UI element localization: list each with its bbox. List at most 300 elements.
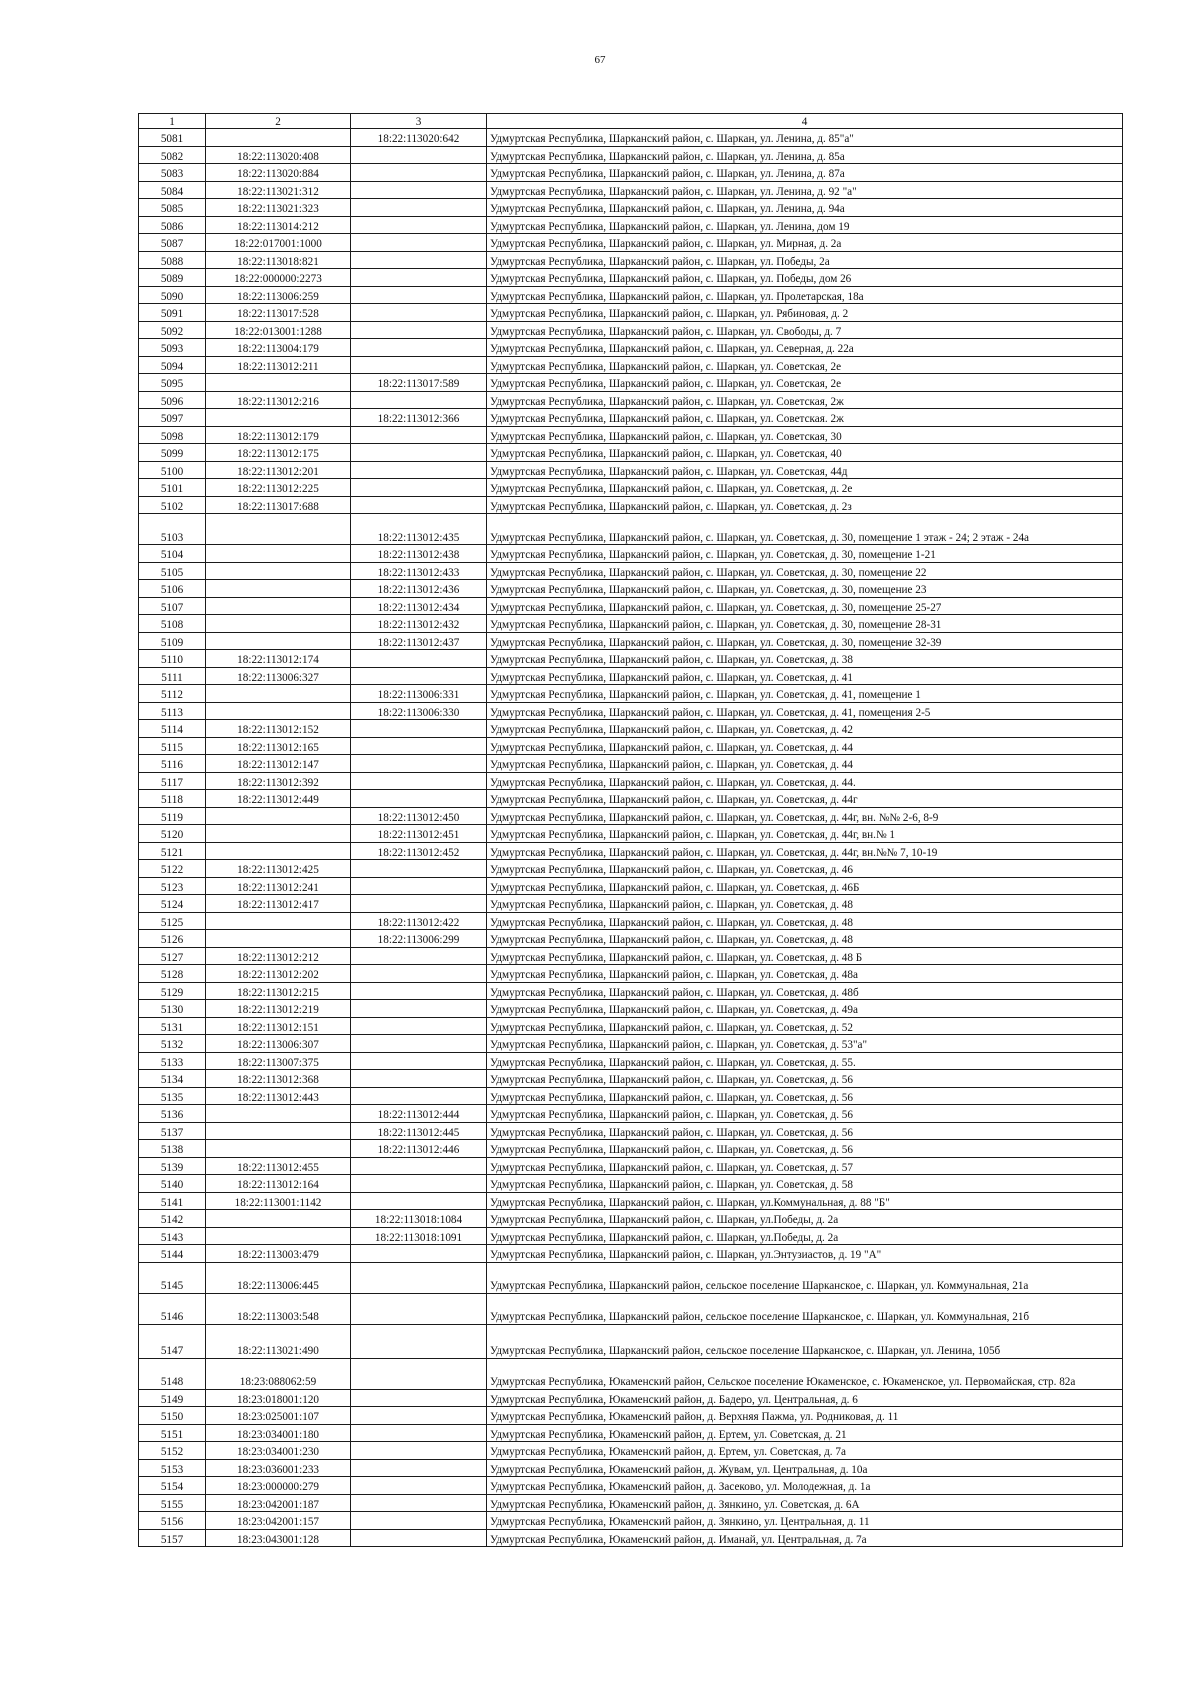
address-cell: Удмуртская Республика, Шарканский район, с. Шаркан, ул. Советская, д. 57 (487, 1157, 1123, 1175)
table-row (139, 720, 1123, 738)
table-row (139, 1358, 1123, 1389)
row-number-cell: 5126 (139, 930, 206, 948)
row-number-cell: 5090 (139, 286, 206, 304)
premises-cadastral-number-cell (351, 444, 487, 462)
cadastral-number-cell: 18:22:113020:408 (206, 146, 351, 164)
premises-cadastral-number-cell (351, 650, 487, 668)
cadastral-number-cell: 18:22:113012:241 (206, 877, 351, 895)
cadastral-number-cell: 18:22:113012:179 (206, 426, 351, 444)
address-cell: Удмуртская Республика, Юкаменский район, д. Зянкино, ул. Центральная, д. 11 (487, 1512, 1123, 1530)
row-number-cell: 5110 (139, 650, 206, 668)
address-cell: Удмуртская Республика, Шарканский район, с. Шаркан, ул. Советская, 44д (487, 461, 1123, 479)
table-row (139, 426, 1123, 444)
address-cell: Удмуртская Республика, Шарканский район, с. Шаркан, ул. Советская, 2е (487, 374, 1123, 392)
address-cell: Удмуртская Республика, Шарканский район, с. Шаркан, ул. Советская, д. 52 (487, 1017, 1123, 1035)
property-register-table (138, 113, 1123, 1547)
table-row (139, 842, 1123, 860)
address-cell: Удмуртская Республика, Юкаменский район, д. Засеково, ул. Молодежная, д. 1а (487, 1477, 1123, 1495)
column-header-4: 4 (487, 114, 1123, 129)
address-cell: Удмуртская Республика, Шарканский район, с. Шаркан, ул. Советская, д. 48 (487, 912, 1123, 930)
premises-cadastral-number-cell (351, 860, 487, 878)
row-number-cell: 5120 (139, 825, 206, 843)
premises-cadastral-number-cell (351, 755, 487, 773)
row-number-cell: 5156 (139, 1512, 206, 1530)
premises-cadastral-number-cell: 18:22:113018:1084 (351, 1210, 487, 1228)
table-row (139, 129, 1123, 147)
row-number-cell: 5122 (139, 860, 206, 878)
table-row (139, 1157, 1123, 1175)
premises-cadastral-number-cell: 18:22:113012:446 (351, 1140, 487, 1158)
row-number-cell: 5155 (139, 1494, 206, 1512)
premises-cadastral-number-cell (351, 1035, 487, 1053)
premises-cadastral-number-cell (351, 737, 487, 755)
column-header-1: 1 (139, 114, 206, 129)
table-row (139, 514, 1123, 545)
address-cell: Удмуртская Республика, Шарканский район, с. Шаркан, ул. Советская, д. 41, помещения 2-5 (487, 702, 1123, 720)
premises-cadastral-number-cell (351, 1192, 487, 1210)
address-cell: Удмуртская Республика, Шарканский район, с. Шаркан, ул. Советская, д. 44г (487, 790, 1123, 808)
table-row (139, 356, 1123, 374)
premises-cadastral-number-cell (351, 1512, 487, 1530)
row-number-cell: 5133 (139, 1052, 206, 1070)
table-row (139, 1052, 1123, 1070)
cadastral-number-cell: 18:22:113012:165 (206, 737, 351, 755)
premises-cadastral-number-cell: 18:22:113012:434 (351, 597, 487, 615)
table-row (139, 216, 1123, 234)
row-number-cell: 5096 (139, 391, 206, 409)
table-row (139, 860, 1123, 878)
row-number-cell: 5081 (139, 129, 206, 147)
table-row (139, 1227, 1123, 1245)
premises-cadastral-number-cell (351, 286, 487, 304)
premises-cadastral-number-cell: 18:22:113012:422 (351, 912, 487, 930)
row-number-cell: 5123 (139, 877, 206, 895)
premises-cadastral-number-cell (351, 895, 487, 913)
premises-cadastral-number-cell: 18:22:113012:437 (351, 632, 487, 650)
table-row (139, 321, 1123, 339)
cadastral-number-cell: 18:22:113003:479 (206, 1245, 351, 1263)
row-number-cell: 5125 (139, 912, 206, 930)
cadastral-number-cell: 18:22:113004:179 (206, 339, 351, 357)
row-number-cell: 5129 (139, 982, 206, 1000)
cadastral-number-cell: 18:22:113012:212 (206, 947, 351, 965)
address-cell: Удмуртская Республика, Шарканский район, с. Шаркан, ул. Советская, д. 2з (487, 496, 1123, 514)
row-number-cell: 5106 (139, 580, 206, 598)
address-cell: Удмуртская Республика, Шарканский район, с. Шаркан, ул. Северная, д. 22а (487, 339, 1123, 357)
cadastral-number-cell: 18:22:113014:212 (206, 216, 351, 234)
table-row (139, 1324, 1123, 1358)
cadastral-number-cell: 18:22:017001:1000 (206, 234, 351, 252)
address-cell: Удмуртская Республика, Шарканский район, с. Шаркан, ул. Советская, д. 56 (487, 1122, 1123, 1140)
row-number-cell: 5134 (139, 1070, 206, 1088)
table-row (139, 461, 1123, 479)
cadastral-number-cell: 18:22:013001:1288 (206, 321, 351, 339)
cadastral-number-cell (206, 632, 351, 650)
table-body (139, 129, 1123, 1547)
address-cell: Удмуртская Республика, Шарканский район, с. Шаркан, ул. Советская, д. 48 Б (487, 947, 1123, 965)
row-number-cell: 5151 (139, 1424, 206, 1442)
table-row (139, 597, 1123, 615)
cadastral-number-cell: 18:22:113012:443 (206, 1087, 351, 1105)
address-cell: Удмуртская Республика, Шарканский район, с. Шаркан, ул. Советская, д. 56 (487, 1140, 1123, 1158)
row-number-cell: 5084 (139, 181, 206, 199)
premises-cadastral-number-cell (351, 877, 487, 895)
premises-cadastral-number-cell (351, 1262, 487, 1293)
premises-cadastral-number-cell (351, 461, 487, 479)
premises-cadastral-number-cell (351, 720, 487, 738)
cadastral-number-cell: 18:22:113012:455 (206, 1157, 351, 1175)
column-header-3: 3 (351, 114, 487, 129)
premises-cadastral-number-cell: 18:22:113006:299 (351, 930, 487, 948)
premises-cadastral-number-cell (351, 1477, 487, 1495)
row-number-cell: 5082 (139, 146, 206, 164)
premises-cadastral-number-cell (351, 1407, 487, 1425)
row-number-cell: 5107 (139, 597, 206, 615)
cadastral-number-cell: 18:22:113007:375 (206, 1052, 351, 1070)
premises-cadastral-number-cell (351, 1070, 487, 1088)
table-row (139, 930, 1123, 948)
row-number-cell: 5152 (139, 1442, 206, 1460)
table-header-row (139, 114, 1123, 129)
address-cell: Удмуртская Республика, Юкаменский район, д. Иманай, ул. Центральная, д. 7а (487, 1529, 1123, 1547)
table-row (139, 772, 1123, 790)
cadastral-number-cell: 18:23:042001:187 (206, 1494, 351, 1512)
address-cell: Удмуртская Республика, Шарканский район, с. Шаркан, ул. Рябиновая, д. 2 (487, 304, 1123, 322)
cadastral-number-cell: 18:22:113020:884 (206, 164, 351, 182)
row-number-cell: 5095 (139, 374, 206, 392)
column-header-2: 2 (206, 114, 351, 129)
premises-cadastral-number-cell: 18:22:113012:444 (351, 1105, 487, 1123)
row-number-cell: 5091 (139, 304, 206, 322)
row-number-cell: 5109 (139, 632, 206, 650)
row-number-cell: 5100 (139, 461, 206, 479)
address-cell: Удмуртская Республика, Шарканский район, с. Шаркан, ул. Советская, д. 41, помещение 1 (487, 685, 1123, 703)
premises-cadastral-number-cell (351, 1324, 487, 1358)
cadastral-number-cell: 18:22:113012:175 (206, 444, 351, 462)
row-number-cell: 5146 (139, 1293, 206, 1324)
premises-cadastral-number-cell (351, 356, 487, 374)
address-cell: Удмуртская Республика, Шарканский район, с. Шаркан, ул. Советская, д. 30, помещение 32-39 (487, 632, 1123, 650)
cadastral-number-cell: 18:22:113012:147 (206, 755, 351, 773)
address-cell: Удмуртская Республика, Шарканский район, с. Шаркан, ул. Ленина, дом 19 (487, 216, 1123, 234)
cadastral-number-cell: 18:22:113012:164 (206, 1175, 351, 1193)
row-number-cell: 5142 (139, 1210, 206, 1228)
premises-cadastral-number-cell (351, 321, 487, 339)
cadastral-number-cell (206, 1210, 351, 1228)
address-cell: Удмуртская Республика, Шарканский район, с. Шаркан, ул. Советская, д. 48 (487, 930, 1123, 948)
premises-cadastral-number-cell (351, 1424, 487, 1442)
table-row (139, 1442, 1123, 1460)
row-number-cell: 5083 (139, 164, 206, 182)
address-cell: Удмуртская Республика, Шарканский район, с. Шаркан, ул. Ленина, д. 85"а" (487, 129, 1123, 147)
premises-cadastral-number-cell: 18:22:113012:452 (351, 842, 487, 860)
row-number-cell: 5140 (139, 1175, 206, 1193)
table-row (139, 807, 1123, 825)
cadastral-number-cell: 18:22:000000:2273 (206, 269, 351, 287)
premises-cadastral-number-cell (351, 479, 487, 497)
cadastral-number-cell (206, 597, 351, 615)
premises-cadastral-number-cell (351, 1389, 487, 1407)
table-row (139, 1122, 1123, 1140)
premises-cadastral-number-cell: 18:22:113012:450 (351, 807, 487, 825)
premises-cadastral-number-cell (351, 965, 487, 983)
row-number-cell: 5141 (139, 1192, 206, 1210)
row-number-cell: 5148 (139, 1358, 206, 1389)
table-row (139, 251, 1123, 269)
cadastral-number-cell: 18:22:113012:368 (206, 1070, 351, 1088)
address-cell: Удмуртская Республика, Юкаменский район, д. Бадеро, ул. Центральная, д. 6 (487, 1389, 1123, 1407)
row-number-cell: 5104 (139, 545, 206, 563)
address-cell: Удмуртская Республика, Шарканский район, с. Шаркан, ул. Советская, д. 41 (487, 667, 1123, 685)
table-row (139, 790, 1123, 808)
premises-cadastral-number-cell (351, 667, 487, 685)
address-cell: Удмуртская Республика, Шарканский район, с. Шаркан, ул. Ленина, д. 92 "а" (487, 181, 1123, 199)
premises-cadastral-number-cell (351, 164, 487, 182)
table-row (139, 1389, 1123, 1407)
address-cell: Удмуртская Республика, Шарканский район, с. Шаркан, ул. Советская, д. 44г, вн.№ 1 (487, 825, 1123, 843)
page-number: 67 (594, 54, 606, 66)
premises-cadastral-number-cell (351, 391, 487, 409)
cadastral-number-cell: 18:23:088062:59 (206, 1358, 351, 1389)
table-row (139, 1512, 1123, 1530)
row-number-cell: 5116 (139, 755, 206, 773)
cadastral-number-cell: 18:22:113012:449 (206, 790, 351, 808)
address-cell: Удмуртская Республика, Шарканский район, с. Шаркан, ул. Советская, д. 56 (487, 1105, 1123, 1123)
table-row (139, 545, 1123, 563)
cadastral-number-cell: 18:22:113012:417 (206, 895, 351, 913)
table-row (139, 1477, 1123, 1495)
cadastral-number-cell (206, 1122, 351, 1140)
row-number-cell: 5105 (139, 562, 206, 580)
row-number-cell: 5103 (139, 514, 206, 545)
address-cell: Удмуртская Республика, Шарканский район, с. Шаркан, ул. Ленина, д. 94а (487, 199, 1123, 217)
cadastral-number-cell: 18:23:000000:279 (206, 1477, 351, 1495)
table-row (139, 181, 1123, 199)
address-cell: Удмуртская Республика, Шарканский район, с. Шаркан, ул.Коммунальная, д. 88 "Б" (487, 1192, 1123, 1210)
row-number-cell: 5147 (139, 1324, 206, 1358)
row-number-cell: 5157 (139, 1529, 206, 1547)
cadastral-number-cell: 18:23:036001:233 (206, 1459, 351, 1477)
row-number-cell: 5085 (139, 199, 206, 217)
table-row (139, 615, 1123, 633)
table-row (139, 965, 1123, 983)
address-cell: Удмуртская Республика, Юкаменский район, Сельское поселение Юкаменское, с. Юкаменское, ул. Первомайская, стр. 82а (487, 1358, 1123, 1389)
cadastral-number-cell (206, 1227, 351, 1245)
premises-cadastral-number-cell (351, 199, 487, 217)
cadastral-number-cell: 18:22:113012:225 (206, 479, 351, 497)
cadastral-number-cell: 18:23:025001:107 (206, 1407, 351, 1425)
table-row (139, 1017, 1123, 1035)
cadastral-number-cell: 18:23:034001:180 (206, 1424, 351, 1442)
row-number-cell: 5108 (139, 615, 206, 633)
table-row (139, 825, 1123, 843)
address-cell: Удмуртская Республика, Юкаменский район, д. Ертем, ул. Советская, д. 7а (487, 1442, 1123, 1460)
row-number-cell: 5154 (139, 1477, 206, 1495)
row-number-cell: 5144 (139, 1245, 206, 1263)
address-cell: Удмуртская Республика, Шарканский район, с. Шаркан, ул. Советская, д. 46 (487, 860, 1123, 878)
row-number-cell: 5137 (139, 1122, 206, 1140)
table-row (139, 632, 1123, 650)
row-number-cell: 5149 (139, 1389, 206, 1407)
premises-cadastral-number-cell (351, 1245, 487, 1263)
address-cell: Удмуртская Республика, Шарканский район, с. Шаркан, ул.Победы, д. 2а (487, 1227, 1123, 1245)
table-row (139, 1529, 1123, 1547)
row-number-cell: 5135 (139, 1087, 206, 1105)
cadastral-number-cell: 18:22:113006:327 (206, 667, 351, 685)
table-row (139, 496, 1123, 514)
row-number-cell: 5143 (139, 1227, 206, 1245)
table-row (139, 1087, 1123, 1105)
row-number-cell: 5130 (139, 1000, 206, 1018)
premises-cadastral-number-cell (351, 339, 487, 357)
table-row (139, 1262, 1123, 1293)
table-row (139, 1245, 1123, 1263)
cadastral-number-cell (206, 685, 351, 703)
row-number-cell: 5111 (139, 667, 206, 685)
cadastral-number-cell (206, 409, 351, 427)
premises-cadastral-number-cell (351, 216, 487, 234)
address-cell: Удмуртская Республика, Шарканский район, с. Шаркан, ул. Советская, д. 30, помещение 1-21 (487, 545, 1123, 563)
premises-cadastral-number-cell: 18:22:113006:331 (351, 685, 487, 703)
address-cell: Удмуртская Республика, Шарканский район, с. Шаркан, ул. Советская. 2ж (487, 409, 1123, 427)
premises-cadastral-number-cell: 18:22:113012:445 (351, 1122, 487, 1140)
cadastral-number-cell (206, 807, 351, 825)
table-row (139, 1140, 1123, 1158)
premises-cadastral-number-cell (351, 947, 487, 965)
premises-cadastral-number-cell (351, 982, 487, 1000)
row-number-cell: 5136 (139, 1105, 206, 1123)
row-number-cell: 5119 (139, 807, 206, 825)
row-number-cell: 5114 (139, 720, 206, 738)
cadastral-number-cell: 18:22:113021:312 (206, 181, 351, 199)
table-row (139, 1035, 1123, 1053)
premises-cadastral-number-cell: 18:22:113017:589 (351, 374, 487, 392)
table-row (139, 1070, 1123, 1088)
row-number-cell: 5118 (139, 790, 206, 808)
row-number-cell: 5124 (139, 895, 206, 913)
cadastral-number-cell: 18:22:113003:548 (206, 1293, 351, 1324)
address-cell: Удмуртская Республика, Шарканский район, сельское поселение Шарканское, с. Шаркан, ул. Коммунальная, 21б (487, 1293, 1123, 1324)
premises-cadastral-number-cell (351, 1175, 487, 1193)
table-row (139, 737, 1123, 755)
address-cell: Удмуртская Республика, Шарканский район, с. Шаркан, ул. Советская, д. 56 (487, 1087, 1123, 1105)
cadastral-number-cell: 18:22:113012:201 (206, 461, 351, 479)
premises-cadastral-number-cell (351, 1293, 487, 1324)
cadastral-number-cell: 18:22:113012:425 (206, 860, 351, 878)
table-row (139, 947, 1123, 965)
address-cell: Удмуртская Республика, Шарканский район, сельское поселение Шарканское, с. Шаркан, ул. Коммунальная, 21а (487, 1262, 1123, 1293)
premises-cadastral-number-cell: 18:22:113018:1091 (351, 1227, 487, 1245)
table-row (139, 269, 1123, 287)
row-number-cell: 5138 (139, 1140, 206, 1158)
premises-cadastral-number-cell: 18:22:113020:642 (351, 129, 487, 147)
premises-cadastral-number-cell (351, 1087, 487, 1105)
address-cell: Удмуртская Республика, Шарканский район, с. Шаркан, ул. Ленина, д. 87а (487, 164, 1123, 182)
table-row (139, 650, 1123, 668)
address-cell: Удмуртская Республика, Шарканский район, с. Шаркан, ул. Победы, 2а (487, 251, 1123, 269)
premises-cadastral-number-cell (351, 772, 487, 790)
cadastral-number-cell (206, 930, 351, 948)
table-row (139, 164, 1123, 182)
cadastral-number-cell (206, 374, 351, 392)
premises-cadastral-number-cell (351, 1529, 487, 1547)
cadastral-number-cell (206, 1140, 351, 1158)
cadastral-number-cell: 18:23:018001:120 (206, 1389, 351, 1407)
cadastral-number-cell: 18:22:113006:307 (206, 1035, 351, 1053)
address-cell: Удмуртская Республика, Шарканский район, с. Шаркан, ул. Советская, д. 30, помещение 22 (487, 562, 1123, 580)
cadastral-number-cell: 18:22:113012:215 (206, 982, 351, 1000)
row-number-cell: 5089 (139, 269, 206, 287)
address-cell: Удмуртская Республика, Шарканский район, с. Шаркан, ул. Советская, д. 48 (487, 895, 1123, 913)
row-number-cell: 5113 (139, 702, 206, 720)
premises-cadastral-number-cell (351, 1358, 487, 1389)
address-cell: Удмуртская Республика, Шарканский район, с. Шаркан, ул. Советская, 2ж (487, 391, 1123, 409)
address-cell: Удмуртская Республика, Шарканский район, с. Шаркан, ул. Советская, д. 44г, вн.№№ 7, 10-19 (487, 842, 1123, 860)
table-row (139, 755, 1123, 773)
row-number-cell: 5145 (139, 1262, 206, 1293)
premises-cadastral-number-cell (351, 1017, 487, 1035)
address-cell: Удмуртская Республика, Шарканский район, с. Шаркан, ул. Советская, д. 30, помещение 25-27 (487, 597, 1123, 615)
cadastral-number-cell: 18:22:113012:216 (206, 391, 351, 409)
row-number-cell: 5127 (139, 947, 206, 965)
address-cell: Удмуртская Республика, Шарканский район, с. Шаркан, ул. Ленина, д. 85а (487, 146, 1123, 164)
cadastral-number-cell (206, 514, 351, 545)
table-row (139, 146, 1123, 164)
table-row (139, 1407, 1123, 1425)
table-row (139, 562, 1123, 580)
address-cell: Удмуртская Республика, Юкаменский район, д. Жувам, ул. Центральная, д. 10а (487, 1459, 1123, 1477)
premises-cadastral-number-cell: 18:22:113012:436 (351, 580, 487, 598)
table-row (139, 1175, 1123, 1193)
table-row (139, 199, 1123, 217)
table-row (139, 1105, 1123, 1123)
premises-cadastral-number-cell (351, 426, 487, 444)
premises-cadastral-number-cell (351, 181, 487, 199)
row-number-cell: 5094 (139, 356, 206, 374)
address-cell: Удмуртская Республика, Шарканский район, с. Шаркан, ул. Мирная, д. 2а (487, 234, 1123, 252)
cadastral-number-cell: 18:22:113012:202 (206, 965, 351, 983)
premises-cadastral-number-cell: 18:22:113012:432 (351, 615, 487, 633)
address-cell: Удмуртская Республика, Шарканский район, с. Шаркан, ул. Советская, д. 2е (487, 479, 1123, 497)
row-number-cell: 5139 (139, 1157, 206, 1175)
premises-cadastral-number-cell (351, 1494, 487, 1512)
cadastral-number-cell (206, 702, 351, 720)
premises-cadastral-number-cell (351, 1459, 487, 1477)
cadastral-number-cell (206, 580, 351, 598)
table-row (139, 391, 1123, 409)
table-row (139, 1424, 1123, 1442)
premises-cadastral-number-cell (351, 304, 487, 322)
address-cell: Удмуртская Республика, Юкаменский район, д. Верхняя Пажма, ул. Родниковая, д. 11 (487, 1407, 1123, 1425)
table-row (139, 685, 1123, 703)
table-row (139, 702, 1123, 720)
table-row (139, 877, 1123, 895)
premises-cadastral-number-cell: 18:22:113012:438 (351, 545, 487, 563)
address-cell: Удмуртская Республика, Шарканский район, с. Шаркан, ул. Советская, 40 (487, 444, 1123, 462)
row-number-cell: 5132 (139, 1035, 206, 1053)
premises-cadastral-number-cell: 18:22:113012:366 (351, 409, 487, 427)
cadastral-number-cell (206, 562, 351, 580)
table-row (139, 1210, 1123, 1228)
row-number-cell: 5117 (139, 772, 206, 790)
cadastral-number-cell: 18:23:042001:157 (206, 1512, 351, 1530)
cadastral-number-cell: 18:22:113006:259 (206, 286, 351, 304)
row-number-cell: 5087 (139, 234, 206, 252)
cadastral-number-cell (206, 615, 351, 633)
row-number-cell: 5097 (139, 409, 206, 427)
cadastral-number-cell: 18:22:113012:152 (206, 720, 351, 738)
address-cell: Удмуртская Республика, Шарканский район, с. Шаркан, ул. Советская, д. 44 (487, 755, 1123, 773)
